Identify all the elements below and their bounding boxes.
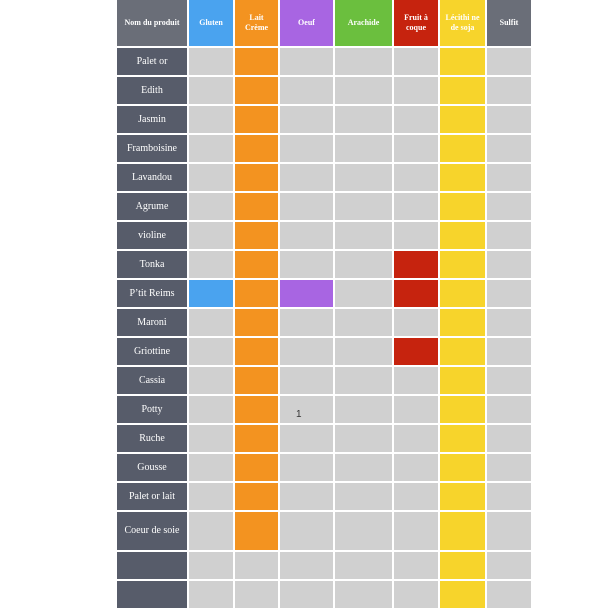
- allergen-absent-cell: [280, 552, 333, 579]
- allergen-present-cell: [235, 222, 278, 249]
- allergen-absent-cell: [189, 483, 233, 510]
- product-name-cell: Gousse: [117, 454, 187, 481]
- allergen-absent-cell: [280, 454, 333, 481]
- allergen-absent-cell: [394, 454, 438, 481]
- allergen-absent-cell: [280, 338, 333, 365]
- allergen-present-cell: [235, 425, 278, 452]
- allergen-absent-cell: [487, 338, 531, 365]
- allergen-present-cell: [440, 552, 485, 579]
- allergen-absent-cell: [189, 164, 233, 191]
- allergen-absent-cell: [335, 338, 392, 365]
- header-allergen: Arachide: [335, 0, 392, 46]
- allergen-absent-cell: [487, 512, 531, 550]
- allergen-absent-cell: [280, 193, 333, 220]
- allergen-present-cell: [440, 222, 485, 249]
- allergen-present-cell: [440, 251, 485, 278]
- allergen-absent-cell: [487, 280, 531, 307]
- allergen-absent-cell: [394, 552, 438, 579]
- allergen-absent-cell: [487, 193, 531, 220]
- allergen-present-cell: [235, 164, 278, 191]
- allergen-absent-cell: [487, 48, 531, 75]
- product-name-cell: Framboisine: [117, 135, 187, 162]
- allergen-absent-cell: [394, 512, 438, 550]
- allergen-absent-cell: [280, 512, 333, 550]
- allergen-absent-cell: [189, 48, 233, 75]
- allergen-absent-cell: [189, 454, 233, 481]
- allergen-absent-cell: [335, 512, 392, 550]
- header-allergen: Lécithi ne de soja: [440, 0, 485, 46]
- allergen-present-cell: [235, 48, 278, 75]
- allergen-absent-cell: [335, 48, 392, 75]
- header-allergen: Oeuf: [280, 0, 333, 46]
- allergen-absent-cell: [335, 483, 392, 510]
- allergen-absent-cell: [280, 367, 333, 394]
- allergen-present-cell: [235, 280, 278, 307]
- allergen-absent-cell: [335, 367, 392, 394]
- allergen-absent-cell: [487, 396, 531, 423]
- allergen-absent-cell: [394, 581, 438, 608]
- allergen-absent-cell: [189, 106, 233, 133]
- allergen-absent-cell: [280, 396, 333, 423]
- allergen-absent-cell: [189, 425, 233, 452]
- allergen-present-cell: [235, 338, 278, 365]
- allergen-absent-cell: [487, 552, 531, 579]
- allergen-absent-cell: [335, 193, 392, 220]
- allergen-absent-cell: [189, 193, 233, 220]
- allergen-absent-cell: [394, 106, 438, 133]
- product-name-cell: Palet or: [117, 48, 187, 75]
- allergen-absent-cell: [487, 135, 531, 162]
- allergen-absent-cell: [280, 48, 333, 75]
- header-allergen: Sulfit: [487, 0, 531, 46]
- allergen-absent-cell: [280, 483, 333, 510]
- allergen-present-cell: [394, 251, 438, 278]
- header-allergen: Lait Crème: [235, 0, 278, 46]
- allergen-present-cell: [235, 309, 278, 336]
- allergen-absent-cell: [235, 552, 278, 579]
- allergen-present-cell: [394, 338, 438, 365]
- allergen-absent-cell: [280, 77, 333, 104]
- allergen-absent-cell: [394, 135, 438, 162]
- allergen-present-cell: [235, 512, 278, 550]
- product-name-cell: Cassia: [117, 367, 187, 394]
- allergen-absent-cell: [335, 454, 392, 481]
- allergen-absent-cell: [335, 581, 392, 608]
- allergen-absent-cell: [280, 309, 333, 336]
- allergen-present-cell: [235, 251, 278, 278]
- allergen-absent-cell: [189, 222, 233, 249]
- allergen-absent-cell: [394, 483, 438, 510]
- allergen-absent-cell: [189, 338, 233, 365]
- allergen-present-cell: [440, 77, 485, 104]
- allergen-absent-cell: [335, 396, 392, 423]
- product-name-cell: Potty: [117, 396, 187, 423]
- allergen-absent-cell: [189, 512, 233, 550]
- allergen-absent-cell: [280, 425, 333, 452]
- allergen-table: [117, 0, 531, 608]
- product-name-cell: P’tit Reims: [117, 280, 187, 307]
- allergen-absent-cell: [394, 367, 438, 394]
- allergen-present-cell: [235, 106, 278, 133]
- allergen-present-cell: [235, 367, 278, 394]
- allergen-present-cell: [235, 193, 278, 220]
- product-name-cell: [117, 581, 187, 608]
- allergen-absent-cell: [394, 396, 438, 423]
- header-allergen: Gluten: [189, 0, 233, 46]
- allergen-present-cell: [235, 454, 278, 481]
- allergen-present-cell: [235, 396, 278, 423]
- product-name-cell: Agrume: [117, 193, 187, 220]
- allergen-present-cell: [440, 280, 485, 307]
- allergen-present-cell: [440, 48, 485, 75]
- allergen-present-cell: [189, 280, 233, 307]
- allergen-absent-cell: [280, 222, 333, 249]
- allergen-present-cell: [440, 396, 485, 423]
- allergen-present-cell: [280, 280, 333, 307]
- allergen-absent-cell: [487, 106, 531, 133]
- allergen-absent-cell: [280, 164, 333, 191]
- allergen-absent-cell: [280, 135, 333, 162]
- allergen-absent-cell: [487, 483, 531, 510]
- allergen-absent-cell: [280, 581, 333, 608]
- allergen-present-cell: [440, 135, 485, 162]
- allergen-absent-cell: [487, 251, 531, 278]
- allergen-absent-cell: [487, 77, 531, 104]
- stray-number: 1: [296, 409, 302, 420]
- allergen-absent-cell: [335, 164, 392, 191]
- allergen-present-cell: [440, 309, 485, 336]
- allergen-absent-cell: [487, 164, 531, 191]
- header-allergen: Fruit à coque: [394, 0, 438, 46]
- allergen-absent-cell: [487, 425, 531, 452]
- allergen-present-cell: [440, 512, 485, 550]
- allergen-absent-cell: [189, 77, 233, 104]
- allergen-absent-cell: [189, 552, 233, 579]
- allergen-absent-cell: [394, 77, 438, 104]
- allergen-absent-cell: [335, 552, 392, 579]
- allergen-absent-cell: [189, 581, 233, 608]
- allergen-absent-cell: [335, 135, 392, 162]
- allergen-absent-cell: [189, 309, 233, 336]
- allergen-absent-cell: [335, 251, 392, 278]
- allergen-absent-cell: [394, 164, 438, 191]
- allergen-absent-cell: [394, 48, 438, 75]
- product-name-cell: [117, 552, 187, 579]
- allergen-absent-cell: [335, 77, 392, 104]
- allergen-absent-cell: [235, 581, 278, 608]
- allergen-present-cell: [440, 581, 485, 608]
- allergen-present-cell: [440, 164, 485, 191]
- allergen-absent-cell: [394, 425, 438, 452]
- header-product-name: Nom du produit: [117, 0, 187, 46]
- allergen-absent-cell: [487, 367, 531, 394]
- allergen-present-cell: [440, 338, 485, 365]
- allergen-absent-cell: [189, 251, 233, 278]
- allergen-absent-cell: [280, 251, 333, 278]
- product-name-cell: Jasmin: [117, 106, 187, 133]
- allergen-absent-cell: [189, 367, 233, 394]
- product-name-cell: Ruche: [117, 425, 187, 452]
- allergen-absent-cell: [335, 106, 392, 133]
- product-name-cell: Tonka: [117, 251, 187, 278]
- allergen-absent-cell: [335, 280, 392, 307]
- allergen-present-cell: [235, 135, 278, 162]
- allergen-absent-cell: [394, 222, 438, 249]
- allergen-absent-cell: [280, 106, 333, 133]
- product-name-cell: Edith: [117, 77, 187, 104]
- allergen-absent-cell: [394, 309, 438, 336]
- product-name-cell: Palet or lait: [117, 483, 187, 510]
- allergen-absent-cell: [394, 193, 438, 220]
- allergen-absent-cell: [335, 309, 392, 336]
- product-name-cell: Lavandou: [117, 164, 187, 191]
- product-name-cell: violine: [117, 222, 187, 249]
- allergen-present-cell: [440, 106, 485, 133]
- allergen-absent-cell: [487, 454, 531, 481]
- allergen-present-cell: [440, 367, 485, 394]
- allergen-present-cell: [235, 77, 278, 104]
- allergen-absent-cell: [487, 309, 531, 336]
- allergen-absent-cell: [335, 222, 392, 249]
- product-name-cell: Coeur de soie: [117, 512, 187, 550]
- allergen-present-cell: [440, 425, 485, 452]
- allergen-absent-cell: [189, 135, 233, 162]
- allergen-present-cell: [440, 193, 485, 220]
- allergen-present-cell: [235, 483, 278, 510]
- allergen-present-cell: [440, 454, 485, 481]
- allergen-absent-cell: [335, 425, 392, 452]
- product-name-cell: Griottine: [117, 338, 187, 365]
- product-name-cell: Maroni: [117, 309, 187, 336]
- allergen-present-cell: [394, 280, 438, 307]
- allergen-absent-cell: [189, 396, 233, 423]
- allergen-absent-cell: [487, 581, 531, 608]
- allergen-present-cell: [440, 483, 485, 510]
- allergen-absent-cell: [487, 222, 531, 249]
